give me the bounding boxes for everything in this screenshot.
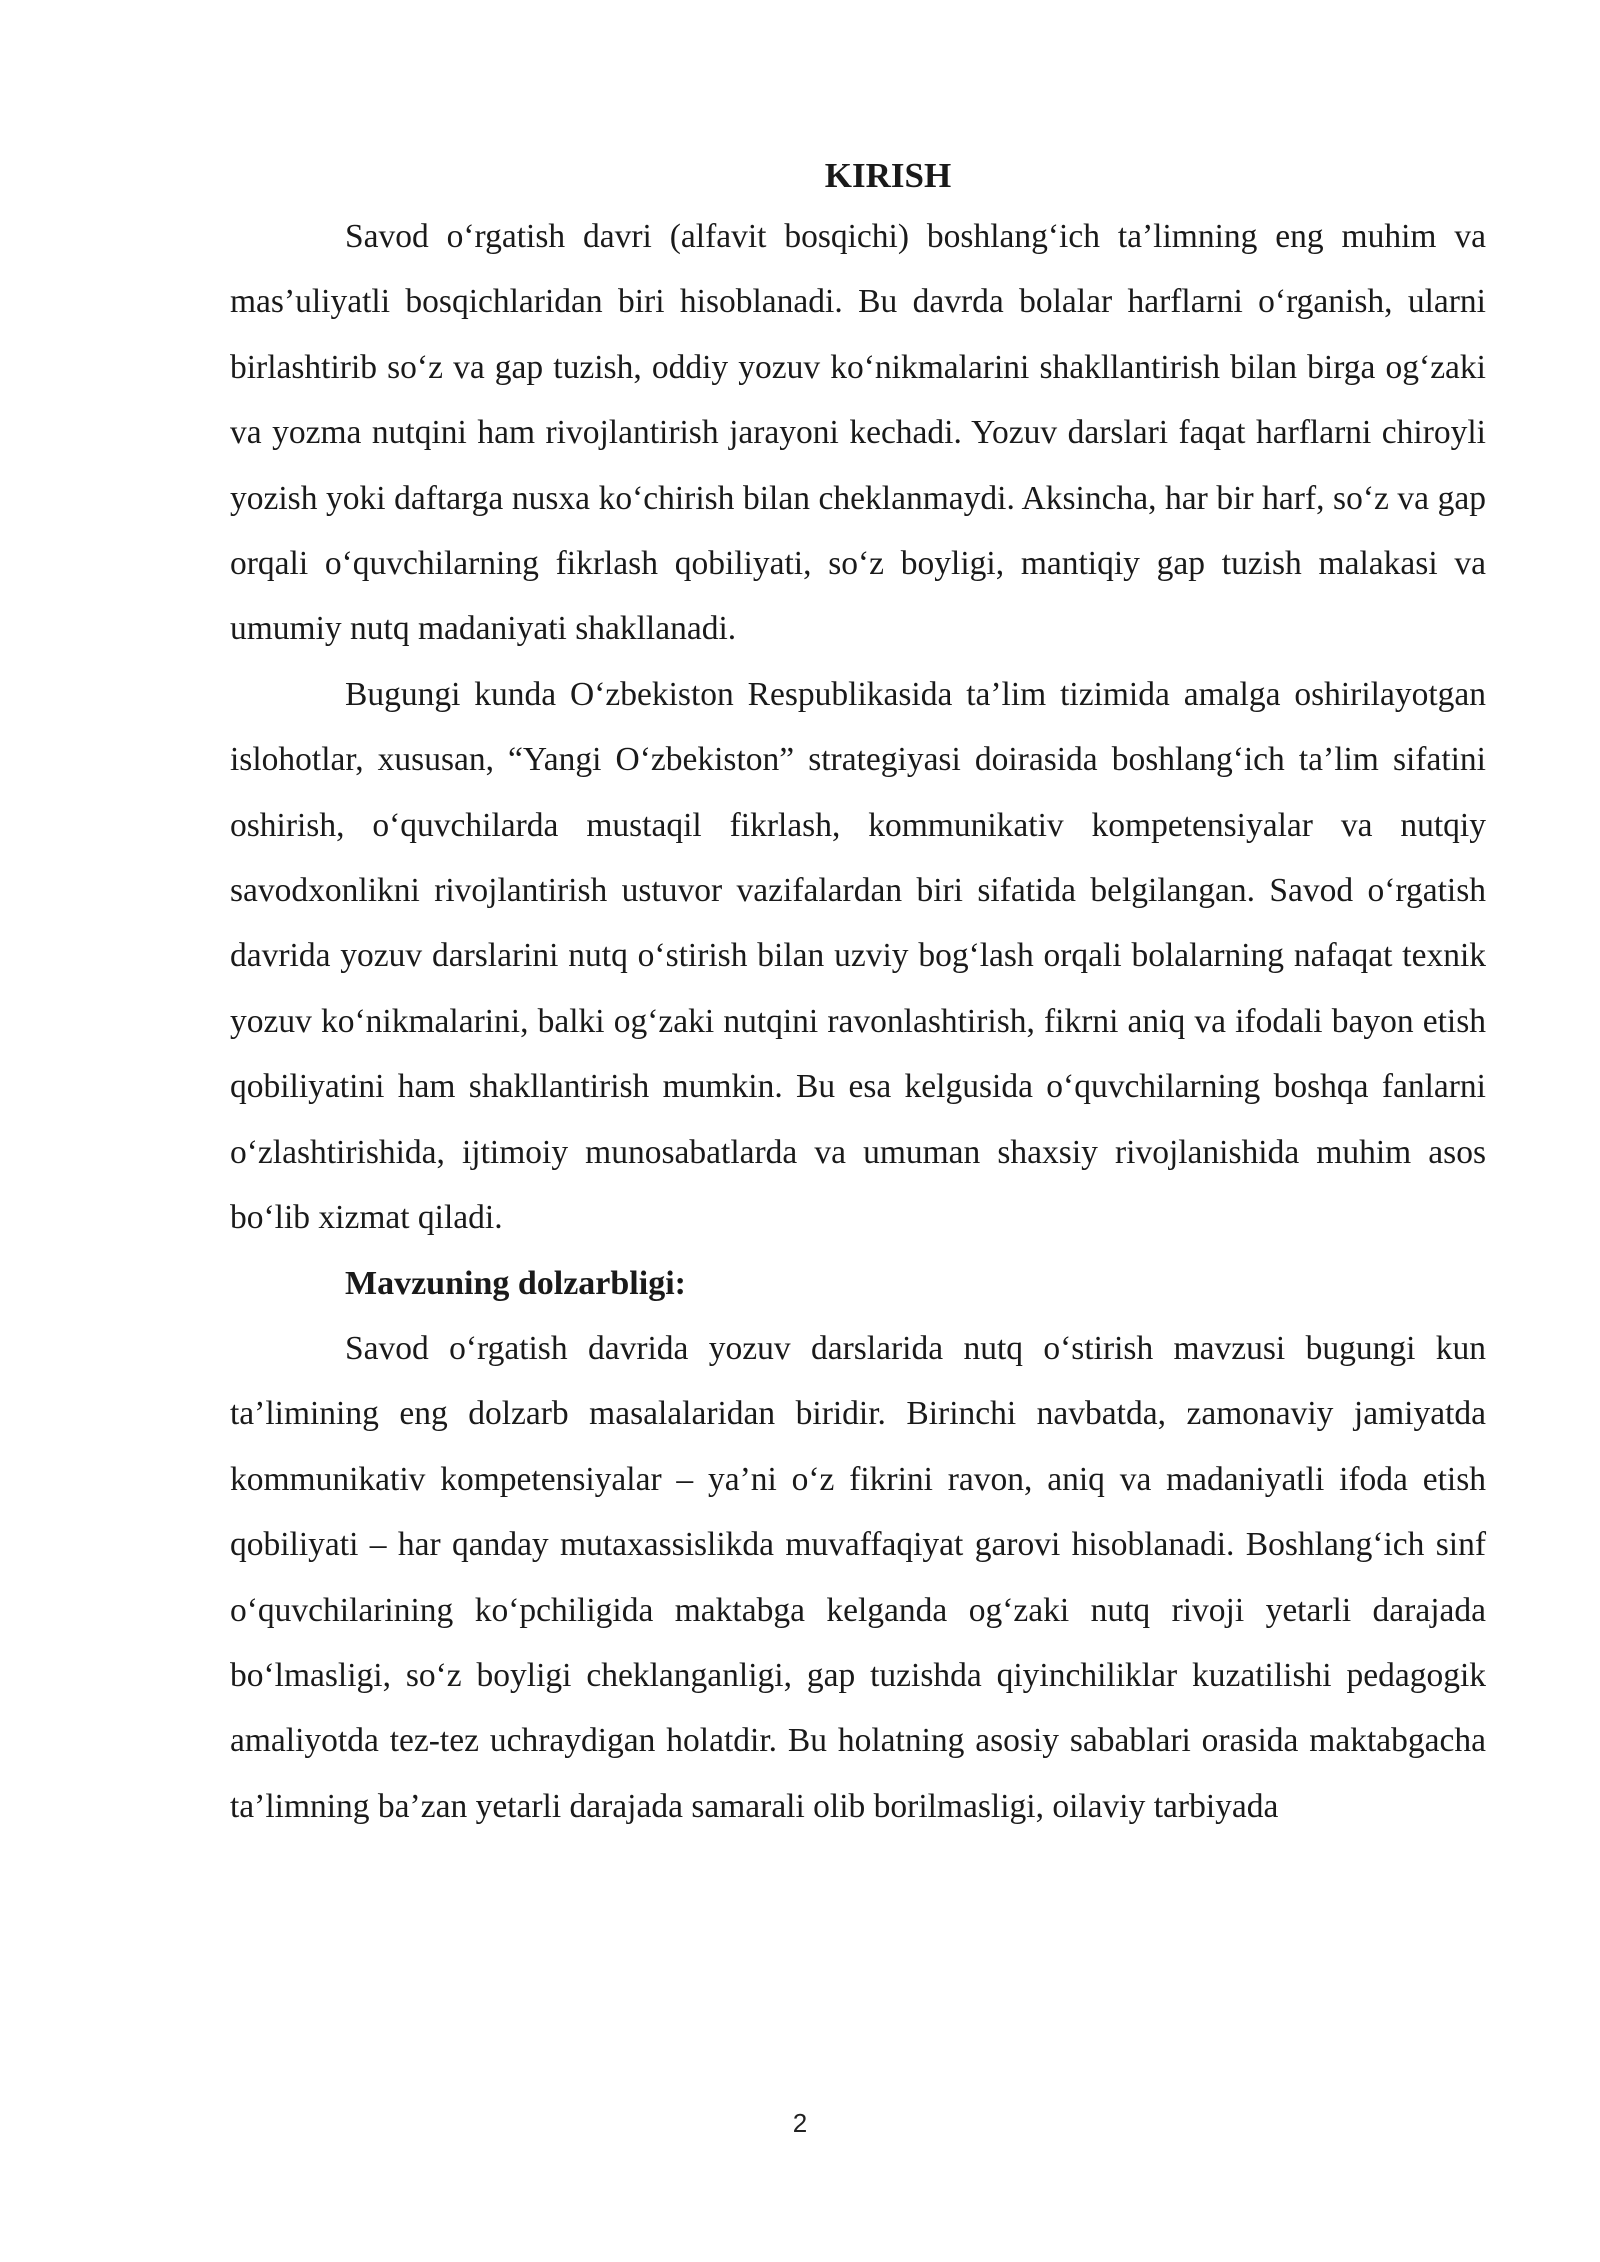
subsection-heading: Mavzuning dolzarbligi: (345, 1264, 686, 1302)
paragraph-relevance: Savod o‘rgatish davrida yozuv darslarida nutq o‘stirish mavzusi bugungi kun ta’limining eng dolzarb masalalaridan biridir. Birinchi navbatda, zamonaviy jamiyatda kommunikativ kompetensiyalar – ya’ni o‘z fikrini ravon, aniq va madaniyatli ifoda etish qobiliyati – har qanday mutaxassislikda muvaffaqiyat garovi hisoblanadi. Boshlang‘ich sinf o‘quvchilarining ko‘pchiligida maktabga kelganda og‘zaki nutq rivoji yetarli darajada bo‘lmasligi, so‘z boyligi cheklanganligi, gap tuzishda qiyinchiliklar kuzatilishi pedagogik amaliyotda tez-tez uchraydigan holatdir. Bu holatning asosiy sabablari orasida maktabgacha ta’limning ba’zan yetarli darajada samarali olib borilmasligi, oilaviy tarbiyada (230, 1329, 1486, 1825)
section-heading: KIRISH (824, 156, 952, 195)
paragraph-reforms: Bugungi kunda O‘zbekiston Respublikasida ta’lim tizimida amalga oshirilayotgan islohotlar, xususan, “Yangi O‘zbekiston” strategiyasi doirasida boshlang‘ich ta’lim sifatini oshirish, o‘quvchilarda mustaqil fikrlash, kommunikativ kompetensiyalar va nutqiy savodxonlikni rivojlantirish ustuvor vazifalardan biri sifatida belgilangan. Savod o‘rgatish davrida yozuv darslarini nutq o‘stirish bilan uzviy bog‘lash orqali bolalarning nafaqat texnik yozuv ko‘nikmalarini, balki og‘zaki nutqini ravonlashtirish, fikrni aniq va ifodali bayon etish qobiliyatini ham shakllantirish mumkin. Bu esa kelgusida o‘quvchilarning boshqa fanlarni o‘zlashtirishida, ijtimoiy munosabatlarda va umuman shaxsiy rivojlanishida muhim asos bo‘lib xizmat qiladi. (230, 675, 1486, 1237)
paragraph-intro: Savod o‘rgatish davri (alfavit bosqichi) boshlang‘ich ta’limning eng muhim va mas’uliyatli bosqichlaridan biri hisoblanadi. Bu davrda bolalar harflarni o‘rganish, ularni birlashtirib so‘z va gap tuzish, oddiy yozuv ko‘nikmalarini shakllantirish bilan birga og‘zaki va yozma nutqini ham rivojlantirish jarayoni kechadi. Yozuv darslari faqat harflarni chiroyli yozish yoki daftarga nusxa ko‘chirish bilan cheklanmaydi. Aksincha, har bir harf, so‘z va gap orqali o‘quvchilarning fikrlash qobiliyati, so‘z boyligi, mantiqiy gap tuzish malakasi va umumiy nutq madaniyati shakllanadi. (230, 218, 1486, 648)
document-page (230, 148, 1486, 1839)
page-number: 2 (792, 2108, 808, 2138)
